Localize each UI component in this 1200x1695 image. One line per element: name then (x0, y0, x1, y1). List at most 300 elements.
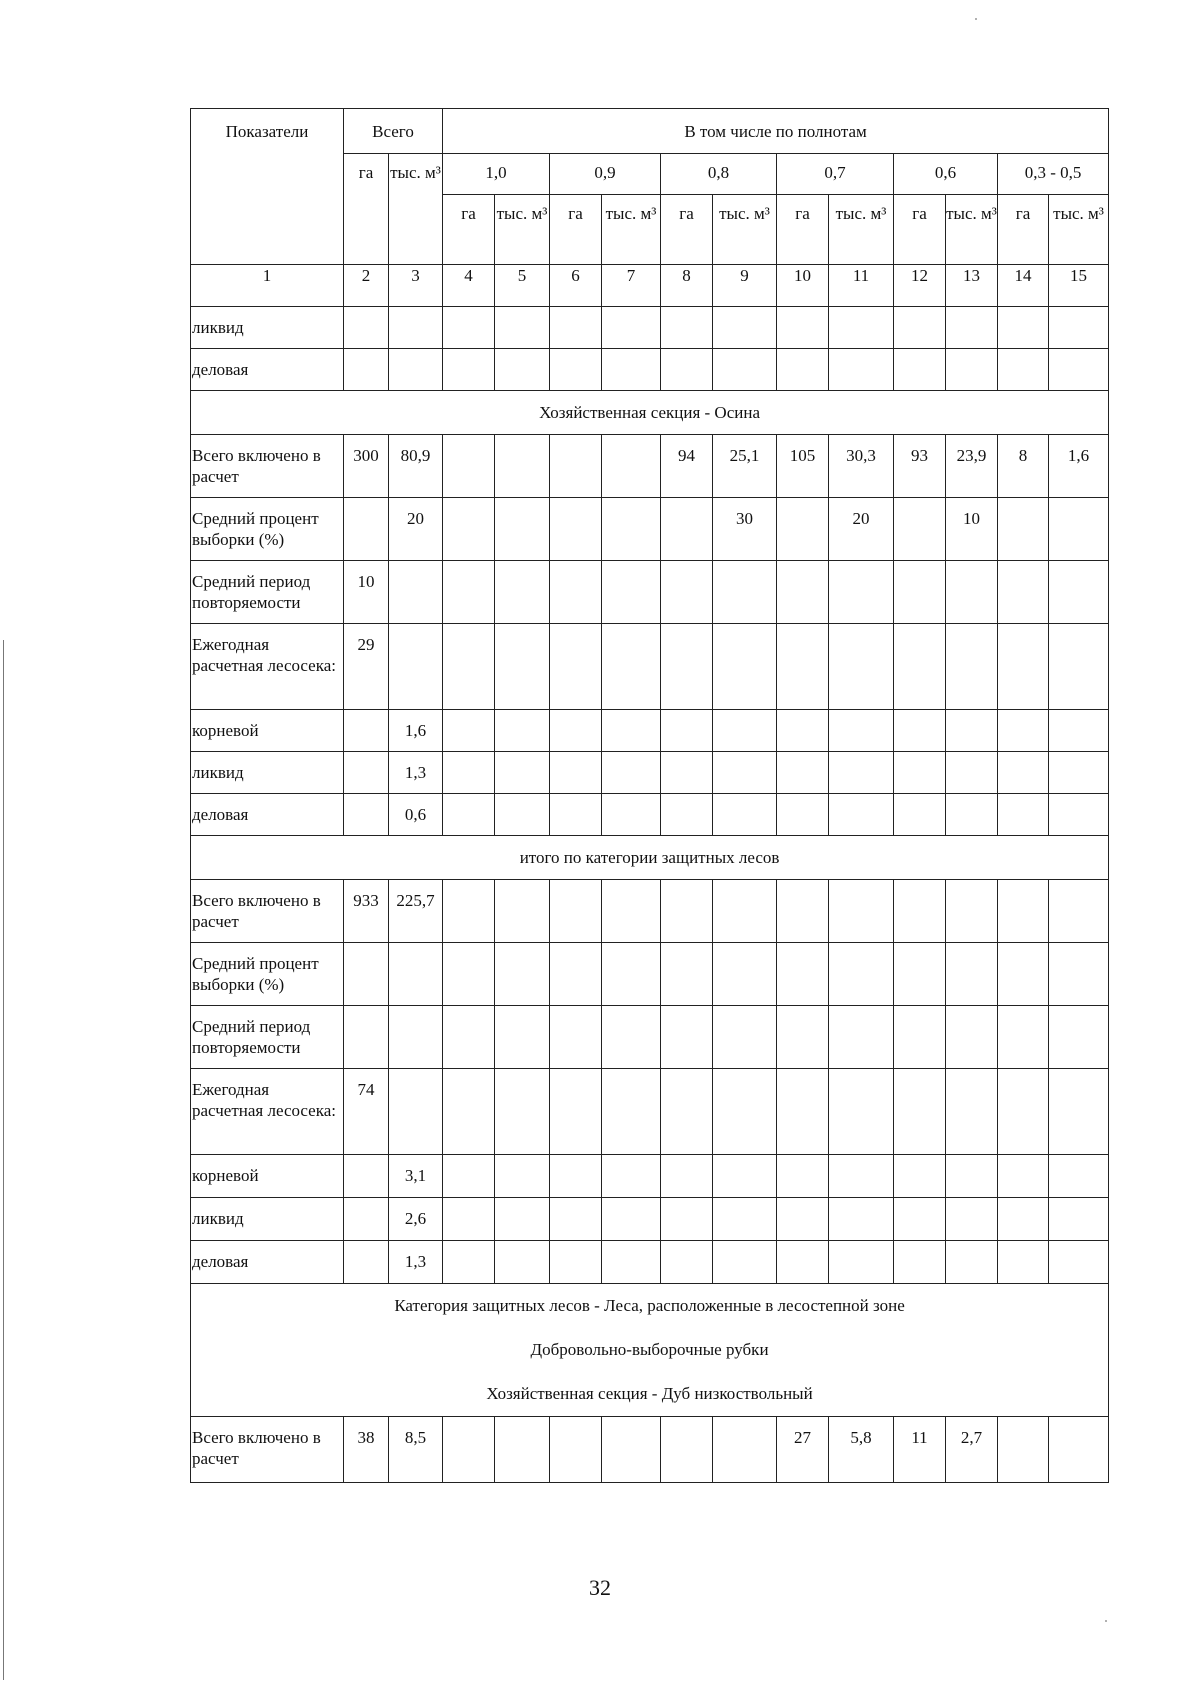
table-cell (1049, 1241, 1109, 1284)
table-cell (829, 710, 894, 752)
table-cell (389, 1006, 443, 1069)
table-cell (946, 1069, 998, 1155)
table-cell (495, 624, 550, 710)
table-cell (602, 349, 661, 391)
total-ha-header: га (344, 154, 389, 265)
table-cell: 30 (713, 498, 777, 561)
table-cell (1049, 794, 1109, 836)
table-cell (713, 710, 777, 752)
category-block (191, 1284, 1109, 1417)
table-cell: 105 (777, 435, 829, 498)
table-cell (661, 1241, 713, 1284)
row-label: ликвид (191, 307, 344, 349)
table-cell (713, 307, 777, 349)
table-cell (602, 943, 661, 1006)
table-cell (998, 943, 1049, 1006)
table-cell (777, 1006, 829, 1069)
table-cell (443, 1155, 495, 1198)
table-cell (1049, 307, 1109, 349)
table-cell (344, 1198, 389, 1241)
table-cell (946, 794, 998, 836)
table-cell (661, 561, 713, 624)
table-cell (1049, 943, 1109, 1006)
table-cell (713, 1006, 777, 1069)
table-cell (443, 349, 495, 391)
table-cell (443, 880, 495, 943)
table-cell (495, 794, 550, 836)
row-label: Средний период повторяемости (191, 1006, 344, 1069)
table-cell (713, 752, 777, 794)
table-cell (1049, 1006, 1109, 1069)
row-label: ликвид (191, 1198, 344, 1241)
volume-unit-header: тыс. м³ (1049, 195, 1109, 265)
table-cell (495, 710, 550, 752)
table-cell (661, 307, 713, 349)
table-cell (998, 1069, 1049, 1155)
column-number: 12 (894, 265, 946, 307)
table-cell (713, 880, 777, 943)
volume-unit-header: тыс. м³ (602, 195, 661, 265)
table-row (191, 1198, 1109, 1241)
table-cell (946, 561, 998, 624)
total-volume-header: тыс. м³ (389, 154, 443, 265)
table-cell: 10 (946, 498, 998, 561)
table-row (191, 1006, 1109, 1069)
column-number: 8 (661, 265, 713, 307)
table-cell (661, 880, 713, 943)
table-cell: 1,6 (1049, 435, 1109, 498)
table-cell (661, 349, 713, 391)
table-cell (550, 1155, 602, 1198)
table-row (191, 349, 1109, 391)
table-cell (550, 710, 602, 752)
table-cell (894, 624, 946, 710)
table-cell (495, 1069, 550, 1155)
table-row (191, 710, 1109, 752)
table-cell (495, 943, 550, 1006)
ha-unit-header: га (550, 195, 602, 265)
table-cell (713, 561, 777, 624)
table-row (191, 624, 1109, 710)
ha-unit-header: га (443, 195, 495, 265)
table-cell: 2,6 (389, 1198, 443, 1241)
scan-margin-line (3, 640, 4, 1680)
table-cell (602, 752, 661, 794)
table-cell (602, 307, 661, 349)
table-cell: 0,6 (389, 794, 443, 836)
table-cell (894, 349, 946, 391)
table-cell (443, 307, 495, 349)
table-cell (1049, 498, 1109, 561)
table-cell (998, 624, 1049, 710)
table-cell (998, 349, 1049, 391)
table-cell (443, 1006, 495, 1069)
volume-unit-header: тыс. м³ (713, 195, 777, 265)
table-cell (550, 349, 602, 391)
table-cell (443, 1417, 495, 1483)
table-cell (1049, 1069, 1109, 1155)
table-cell (344, 1155, 389, 1198)
table-cell (894, 561, 946, 624)
table-cell (602, 1417, 661, 1483)
table-cell (998, 307, 1049, 349)
column-number-row (191, 265, 1109, 307)
table-cell (777, 498, 829, 561)
table-cell (344, 710, 389, 752)
table-cell: 20 (829, 498, 894, 561)
table-cell: 38 (344, 1417, 389, 1483)
table-cell (894, 794, 946, 836)
table-cell: 23,9 (946, 435, 998, 498)
volume-unit-header: тыс. м³ (829, 195, 894, 265)
table-cell (998, 880, 1049, 943)
row-label: Средний процент выборки (%) (191, 943, 344, 1006)
table-cell (550, 498, 602, 561)
table-cell: 29 (344, 624, 389, 710)
table-cell (894, 710, 946, 752)
table-cell (894, 1198, 946, 1241)
page-number: 32 (589, 1575, 611, 1600)
table-cell (443, 1241, 495, 1284)
table-cell (1049, 752, 1109, 794)
table-cell (1049, 561, 1109, 624)
table-row (191, 1417, 1109, 1483)
table-cell (829, 1069, 894, 1155)
table-cell (1049, 349, 1109, 391)
table-cell (550, 1006, 602, 1069)
section-title-aspen: Хозяйственная секция - Осина (191, 391, 1109, 435)
column-number: 2 (344, 265, 389, 307)
table-cell: 8,5 (389, 1417, 443, 1483)
table-cell (443, 1069, 495, 1155)
table-cell (389, 1069, 443, 1155)
table-row (191, 1155, 1109, 1198)
density-0-8-header: 0,8 (661, 154, 777, 195)
table-cell (713, 1241, 777, 1284)
table-cell (602, 498, 661, 561)
table-cell (998, 794, 1049, 836)
table-cell (495, 1241, 550, 1284)
table-row (191, 435, 1109, 498)
table-cell (495, 1417, 550, 1483)
table-cell (829, 794, 894, 836)
table-cell (894, 498, 946, 561)
table-cell (602, 1069, 661, 1155)
table-cell (998, 1006, 1049, 1069)
table-cell (495, 752, 550, 794)
table-cell (777, 752, 829, 794)
table-cell (946, 349, 998, 391)
table-cell: 933 (344, 880, 389, 943)
table-cell: 8 (998, 435, 1049, 498)
table-cell (946, 710, 998, 752)
section-row (191, 391, 1109, 435)
table-cell (550, 1198, 602, 1241)
row-label: ликвид (191, 752, 344, 794)
table-cell (495, 561, 550, 624)
table-cell: 11 (894, 1417, 946, 1483)
table-cell (1049, 1198, 1109, 1241)
table-cell (550, 624, 602, 710)
category-line: Добровольно-выборочные рубки (530, 1340, 769, 1359)
table-cell (389, 349, 443, 391)
row-label: Всего включено в расчет (191, 880, 344, 943)
table-cell: 27 (777, 1417, 829, 1483)
table-cell (777, 1069, 829, 1155)
table-cell (894, 752, 946, 794)
table-cell: 3,1 (389, 1155, 443, 1198)
table-cell (829, 1241, 894, 1284)
table-cell (443, 561, 495, 624)
column-number: 11 (829, 265, 894, 307)
category-line: Категория защитных лесов - Леса, расположенные в лесостепной зоне (394, 1296, 905, 1315)
table-cell (443, 943, 495, 1006)
table-cell (1049, 1155, 1109, 1198)
table-cell (1049, 710, 1109, 752)
table-cell (550, 880, 602, 943)
table-row (191, 1241, 1109, 1284)
table-cell (602, 624, 661, 710)
table-cell (344, 498, 389, 561)
table-cell (550, 1069, 602, 1155)
table-cell: 74 (344, 1069, 389, 1155)
table-cell (998, 1417, 1049, 1483)
table-cell (495, 880, 550, 943)
table-cell (550, 794, 602, 836)
table-cell (495, 435, 550, 498)
column-number: 3 (389, 265, 443, 307)
table-cell (495, 498, 550, 561)
category-block-row (191, 1284, 1109, 1417)
table-cell (946, 752, 998, 794)
table-cell (1049, 1417, 1109, 1483)
ha-unit-header: га (661, 195, 713, 265)
table-cell (550, 307, 602, 349)
table-cell (495, 307, 550, 349)
table-cell (495, 1198, 550, 1241)
row-label: деловая (191, 349, 344, 391)
table-cell (344, 1006, 389, 1069)
table-cell: 30,3 (829, 435, 894, 498)
table-cell (998, 1198, 1049, 1241)
table-cell: 300 (344, 435, 389, 498)
table-cell (550, 752, 602, 794)
row-label: Всего включено в расчет (191, 1417, 344, 1483)
density-0-6-header: 0,6 (894, 154, 998, 195)
scan-speck (1105, 1620, 1107, 1622)
table-cell: 25,1 (713, 435, 777, 498)
table-cell (602, 1198, 661, 1241)
table-cell (344, 1241, 389, 1284)
table-cell (946, 1241, 998, 1284)
table-cell (602, 561, 661, 624)
column-number: 5 (495, 265, 550, 307)
table-cell (777, 1198, 829, 1241)
volume-unit-header: тыс. м³ (946, 195, 998, 265)
felling-table (190, 108, 1109, 1483)
table-cell (443, 435, 495, 498)
table-cell (713, 1155, 777, 1198)
table-cell (713, 1069, 777, 1155)
table-cell (661, 794, 713, 836)
table-cell (661, 1069, 713, 1155)
ha-unit-header: га (894, 195, 946, 265)
table-cell (998, 498, 1049, 561)
density-1-0-header: 1,0 (443, 154, 550, 195)
table-cell (661, 943, 713, 1006)
table-cell (829, 1198, 894, 1241)
column-number: 10 (777, 265, 829, 307)
table-cell (550, 435, 602, 498)
table-cell (602, 794, 661, 836)
table-cell (777, 943, 829, 1006)
table-cell: 80,9 (389, 435, 443, 498)
table-cell (550, 1417, 602, 1483)
volume-unit-header: тыс. м³ (495, 195, 550, 265)
table-cell (443, 498, 495, 561)
table-cell (777, 710, 829, 752)
table-cell (713, 624, 777, 710)
table-cell (998, 561, 1049, 624)
row-label: Средний процент выборки (%) (191, 498, 344, 561)
table-cell: 5,8 (829, 1417, 894, 1483)
indicators-header: Показатели (191, 109, 344, 265)
column-number: 1 (191, 265, 344, 307)
table-cell (1049, 880, 1109, 943)
row-label: корневой (191, 710, 344, 752)
table-cell (443, 794, 495, 836)
table-cell (829, 561, 894, 624)
column-number: 4 (443, 265, 495, 307)
table-cell (894, 1006, 946, 1069)
table-row (191, 794, 1109, 836)
table-cell (894, 1155, 946, 1198)
table-cell (777, 794, 829, 836)
table-cell (443, 710, 495, 752)
table-cell (998, 1241, 1049, 1284)
total-header: Всего (344, 109, 443, 154)
table-cell (550, 943, 602, 1006)
density-0-7-header: 0,7 (777, 154, 894, 195)
table-cell: 2,7 (946, 1417, 998, 1483)
table-cell (443, 1198, 495, 1241)
table-cell: 1,6 (389, 710, 443, 752)
document-page (190, 108, 1108, 1483)
row-label: Всего включено в расчет (191, 435, 344, 498)
row-label: Средний период повторяемости (191, 561, 344, 624)
table-cell (777, 1155, 829, 1198)
table-cell (495, 1155, 550, 1198)
table-cell (829, 307, 894, 349)
table-cell (495, 349, 550, 391)
ha-unit-header: га (777, 195, 829, 265)
table-cell (713, 943, 777, 1006)
table-cell (661, 752, 713, 794)
column-number: 13 (946, 265, 998, 307)
column-number: 7 (602, 265, 661, 307)
table-cell (661, 1198, 713, 1241)
table-cell (894, 880, 946, 943)
table-cell: 93 (894, 435, 946, 498)
table-cell (998, 752, 1049, 794)
table-cell (829, 349, 894, 391)
table-cell (389, 307, 443, 349)
table-cell (661, 1417, 713, 1483)
table-cell (661, 498, 713, 561)
scan-speck (975, 18, 977, 20)
table-cell (344, 307, 389, 349)
header-row-1 (191, 109, 1109, 154)
table-cell (602, 435, 661, 498)
table-cell (946, 1198, 998, 1241)
table-cell: 10 (344, 561, 389, 624)
table-cell (713, 1417, 777, 1483)
column-number: 15 (1049, 265, 1109, 307)
table-cell (894, 1241, 946, 1284)
table-row (191, 307, 1109, 349)
table-cell: 94 (661, 435, 713, 498)
table-cell (829, 880, 894, 943)
table-cell (777, 307, 829, 349)
table-cell (777, 880, 829, 943)
table-cell (777, 349, 829, 391)
table-cell (946, 1006, 998, 1069)
density-header: В том числе по полнотам (443, 109, 1109, 154)
row-label: корневой (191, 1155, 344, 1198)
table-cell (946, 880, 998, 943)
table-cell (661, 1155, 713, 1198)
table-row (191, 498, 1109, 561)
table-cell (998, 1155, 1049, 1198)
table-cell (894, 307, 946, 349)
table-cell (777, 1241, 829, 1284)
table-cell (894, 1069, 946, 1155)
table-cell (829, 1006, 894, 1069)
table-cell (829, 1155, 894, 1198)
table-cell (946, 624, 998, 710)
table-row (191, 1069, 1109, 1155)
table-cell (550, 561, 602, 624)
table-cell (344, 349, 389, 391)
table-cell (713, 794, 777, 836)
table-cell (344, 752, 389, 794)
table-cell (661, 1006, 713, 1069)
table-cell: 1,3 (389, 752, 443, 794)
table-cell (344, 943, 389, 1006)
table-cell (829, 624, 894, 710)
density-0-3-0-5-header: 0,3 - 0,5 (998, 154, 1109, 195)
table-cell (389, 943, 443, 1006)
table-cell (946, 1155, 998, 1198)
table-row (191, 943, 1109, 1006)
table-cell: 20 (389, 498, 443, 561)
table-cell (389, 561, 443, 624)
section-row (191, 836, 1109, 880)
table-cell (602, 1241, 661, 1284)
table-row (191, 752, 1109, 794)
table-cell (602, 880, 661, 943)
column-number: 14 (998, 265, 1049, 307)
table-cell: 1,3 (389, 1241, 443, 1284)
table-cell (602, 710, 661, 752)
ha-unit-header: га (998, 195, 1049, 265)
table-row (191, 561, 1109, 624)
table-cell (443, 752, 495, 794)
table-cell (829, 943, 894, 1006)
density-0-9-header: 0,9 (550, 154, 661, 195)
row-label: Ежегодная расчетная лесосека: (191, 1069, 344, 1155)
table-cell (946, 307, 998, 349)
